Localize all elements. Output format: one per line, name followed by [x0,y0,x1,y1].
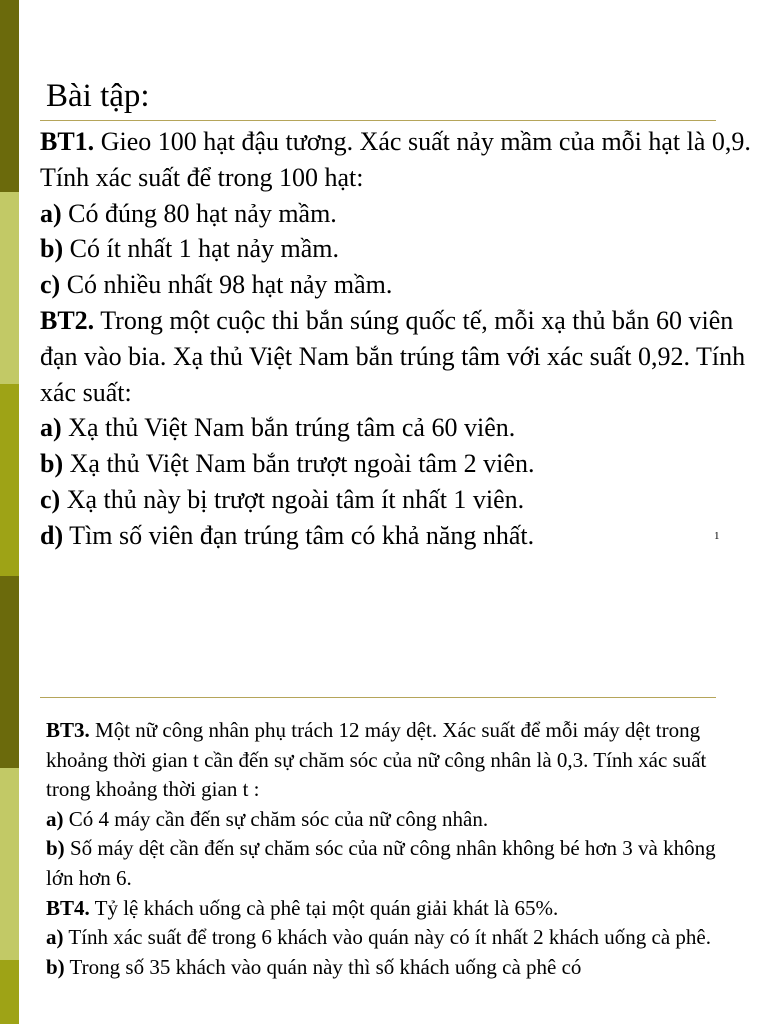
item-label: b) [40,449,64,479]
sidebar-segment [0,192,19,384]
exercise-bt4 [46,894,726,924]
exercise-item [40,196,752,232]
slide-2-content [46,716,726,982]
exercise-label: BT2. [40,305,95,335]
exercise-item [40,482,752,518]
item-label: d) [40,520,64,550]
exercise-item [40,446,752,482]
item-label: b) [46,836,65,861]
exercise-text: Gieo 100 hạt đậu tương. Xác suất nảy mầm của mỗi hạt là 0,9. Tính xác suất để trong 100 hạt: [40,127,751,192]
sidebar-segment [0,576,19,768]
exercise-item [40,267,752,303]
item-label: c) [40,270,61,300]
item-text: Trong số 35 khách vào quán này thì số khách uống cà phê có [64,954,582,979]
slide-divider [40,697,716,698]
item-text: Số máy dệt cần đến sự chăm sóc của nữ công nhân không bé hơn 3 và không lớn hơn 6. [46,836,716,890]
exercise-item [46,923,726,953]
exercise-item [40,231,752,267]
item-text: Có nhiều nhất 98 hạt nảy mầm. [60,270,393,300]
item-text: Có ít nhất 1 hạt nảy mầm. [63,234,339,264]
item-text: Xạ thủ này bị trượt ngoài tâm ít nhất 1 viên. [60,484,525,514]
exercise-item [46,834,726,893]
exercise-text: Một nữ công nhân phụ trách 12 máy dệt. Xác suất để mỗi máy dệt trong khoảng thời gian t cần đến sự chăm sóc của nữ công nhân là 0,3. Tính xác suất trong khoảng thời gian t : [46,718,707,802]
item-text: Tính xác suất để trong 6 khách vào quán này có ít nhất 2 khách uống cà phê. [63,925,712,950]
item-label: b) [46,954,65,979]
item-label: a) [46,925,64,950]
exercise-bt1 [40,124,752,196]
exercise-item [46,953,726,983]
sidebar-decoration [0,0,19,1024]
exercise-bt2 [40,303,752,410]
exercise-bt3 [46,716,726,805]
item-text: Xạ thủ Việt Nam bắn trúng tâm cả 60 viên. [61,413,516,443]
exercise-label: BT3. [46,718,90,742]
exercise-item [40,518,752,554]
item-label: c) [40,484,61,514]
page-title: Bài tập: [46,78,150,114]
exercise-text: Trong một cuộc thi bắn súng quốc tế, mỗi xạ thủ bắn 60 viên đạn vào bia. Xạ thủ Việt Nam bắn trúng tâm với xác suất 0,92. Tính xác suất: [40,305,746,407]
title-divider [40,120,716,121]
item-text: Có đúng 80 hạt nảy mầm. [61,198,337,228]
page-number: 1 [714,530,720,542]
item-text: Có 4 máy cần đến sự chăm sóc của nữ công nhân. [63,806,489,831]
exercise-label: BT1. [40,127,95,156]
item-label: a) [40,198,62,228]
item-text: Xạ thủ Việt Nam bắn trượt ngoài tâm 2 viên. [63,449,535,479]
item-label: a) [46,806,64,831]
slide-1-content [40,124,752,554]
item-label: b) [40,234,64,264]
sidebar-segment [0,0,19,192]
sidebar-segment [0,960,19,1024]
sidebar-segment [0,384,19,576]
item-label: a) [40,413,62,443]
exercise-text: Tỷ lệ khách uống cà phê tại một quán giải khát là 65%. [89,895,559,920]
exercise-label: BT4. [46,895,90,920]
exercise-item [46,805,726,835]
exercise-item [40,410,752,446]
sidebar-segment [0,768,19,960]
item-text: Tìm số viên đạn trúng tâm có khả năng nhất. [63,520,535,550]
